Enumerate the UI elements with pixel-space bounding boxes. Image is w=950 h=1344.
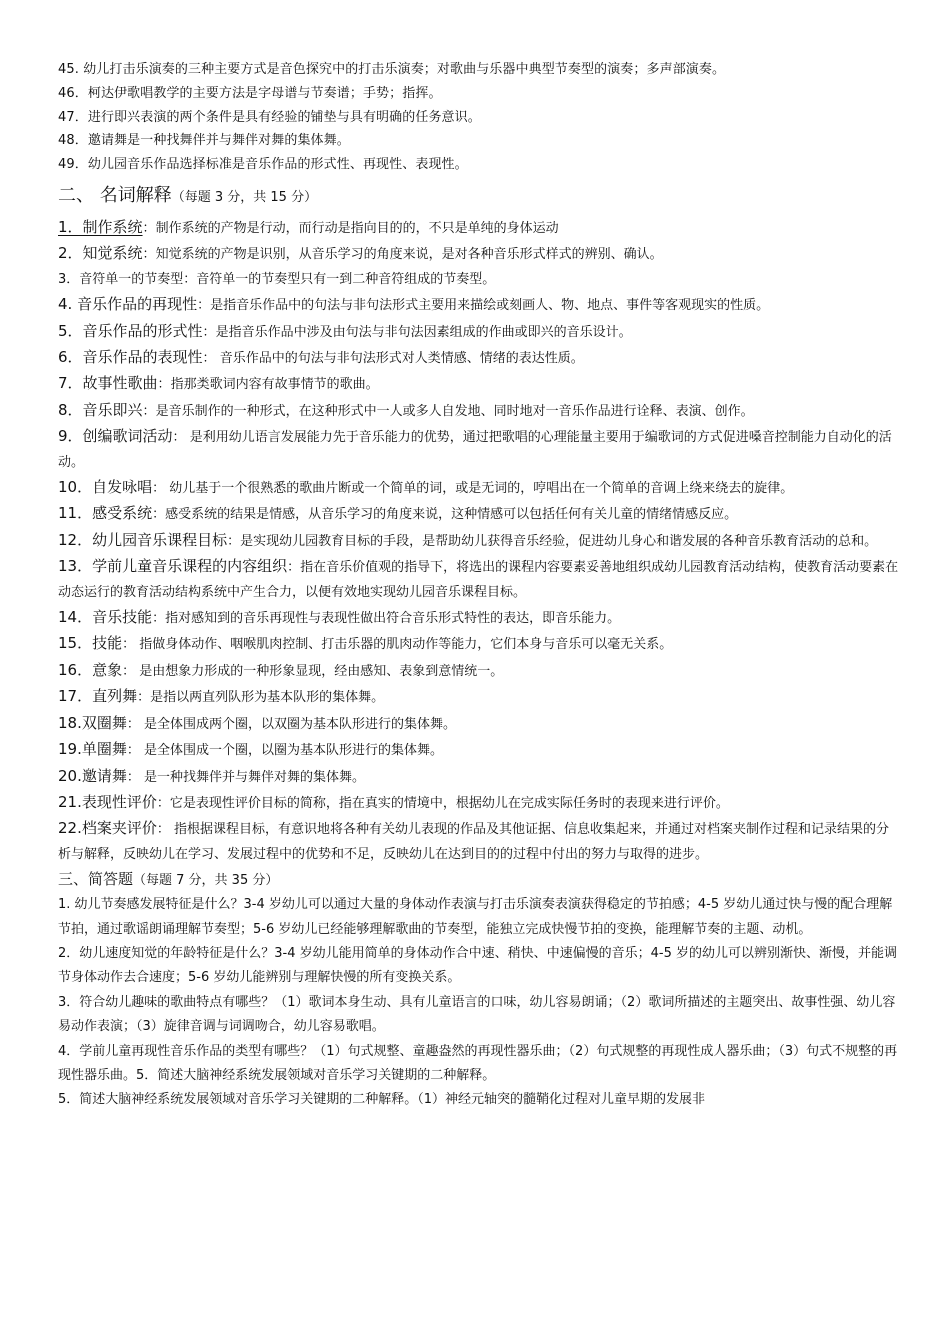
definition-term: 11．感受系统 bbox=[58, 504, 153, 523]
definition-item bbox=[58, 737, 900, 763]
definition-sep: ： bbox=[227, 533, 241, 549]
definition-sep: ： bbox=[142, 220, 156, 236]
definition-item bbox=[58, 398, 900, 424]
definition-item bbox=[58, 711, 900, 737]
definition-item bbox=[58, 528, 900, 554]
definition-term: 14．音乐技能 bbox=[58, 608, 153, 627]
definition-term: 22.档案夹评价 bbox=[58, 819, 157, 838]
definition-item bbox=[58, 215, 900, 241]
definition-sep: ： bbox=[126, 743, 140, 759]
definition-sep: ： bbox=[287, 560, 301, 576]
definition-text: 指那类歌词内容有故事情节的歌曲。 bbox=[170, 377, 379, 393]
definition-item bbox=[58, 424, 900, 475]
definition-text: 是全体围成两个圈，以双圈为基本队形进行的集体舞。 bbox=[139, 716, 457, 732]
definition-term: 7．故事性歌曲 bbox=[58, 374, 158, 393]
definition-text: 是实现幼儿园教育目标的手段，是帮助幼儿获得音乐经验，促进幼儿身心和谐发展的各种音乐教育活动的总和。 bbox=[240, 533, 878, 549]
definition-sep: ： bbox=[202, 324, 216, 340]
list-item: 49．幼儿园音乐作品选择标准是音乐作品的形式性、再现性、表现性。 bbox=[58, 157, 468, 173]
definition-term: 20.邀请舞 bbox=[58, 766, 127, 785]
definition-term: 4. 音乐作品的再现性 bbox=[58, 295, 198, 314]
definition-text: 是由想象力形成的一种形象显现，经由感知、表象到意情统一。 bbox=[135, 663, 504, 679]
definition-sep: ： bbox=[172, 430, 186, 446]
definition-text: 是指音乐作品中的句法与非句法形式主要用来描绘或刻画人、物、地点、事件等客观现实的性质。 bbox=[210, 298, 770, 314]
definition-item bbox=[58, 684, 900, 710]
definition-sep: ： bbox=[126, 769, 140, 785]
definition-sep: ： bbox=[152, 507, 166, 523]
answer-item: 1. 幼儿节奏感发展特征是什么？3-4 岁幼儿可以通过大量的身体动作表演与打击乐演奏表演获得稳定的节拍感；4-5 岁幼儿通过快与慢的配合理解节拍，通过歌谣朗诵理解节奏型；5-6 岁幼儿已经能够理解歌曲的节奏型，能独立完成快慢节拍的变换，能理解节奏的主题、动机。 bbox=[58, 897, 893, 937]
definition-text: 是一种找舞伴并与舞伴对舞的集体舞。 bbox=[139, 769, 366, 785]
definition-term: 6．音乐作品的表现性 bbox=[58, 348, 203, 367]
definition-text: 指在音乐价值观的指导下，将选出的课程内容要素妥善地组织成幼儿园教育活动结构，使教育活动要素在动态运行的教育活动结构系统中产生合力，以便有效地实现幼儿园音乐课程目标。 bbox=[58, 560, 899, 600]
section-title: 二、 名词解释 bbox=[58, 184, 172, 206]
definition-text: 指做身体动作、咽喉肌肉控制、打击乐器的肌肉动作等能力，它们本身与音乐可以毫无关系。 bbox=[135, 637, 673, 653]
definition-text: 制作系统的产物是行动，而行动是指向目的的，不只是单纯的身体运动 bbox=[155, 220, 559, 236]
list-item: 45. 幼儿打击乐演奏的三种主要方式是音色探究中的打击乐演奏；对歌曲与乐器中典型节奏型的演奏；多声部演奏。 bbox=[58, 62, 726, 77]
definition-sep: ： bbox=[122, 663, 136, 679]
definition-term: 16．意象 bbox=[58, 660, 123, 679]
list-item: 48．邀请舞是一种找舞伴并与舞伴对舞的集体舞。 bbox=[58, 133, 350, 149]
definition-item bbox=[58, 501, 900, 527]
definition-item bbox=[58, 605, 900, 631]
definition-term: 9．创编歌词活动 bbox=[58, 427, 173, 446]
definition-sep: ： bbox=[152, 481, 166, 497]
definition-text: 音符单一的节奏型只有一到二种音符组成的节奏型。 bbox=[196, 271, 496, 287]
definition-term: 12．幼儿园音乐课程目标 bbox=[58, 530, 228, 549]
definition-item bbox=[58, 790, 900, 816]
definition-item bbox=[58, 631, 900, 657]
definitions-list bbox=[58, 215, 900, 867]
definition-term: 15．技能 bbox=[58, 634, 123, 653]
definition-item bbox=[58, 268, 900, 292]
definition-item bbox=[58, 241, 900, 267]
definition-sep: ： bbox=[157, 377, 171, 393]
definition-item bbox=[58, 764, 900, 790]
definition-term: 17．直列舞 bbox=[58, 687, 138, 706]
section-heading-short-answers bbox=[58, 867, 900, 893]
list-item: 47．进行即兴表演的两个条件是具有经验的铺垫与具有明确的任务意识。 bbox=[58, 109, 481, 125]
definition-sep: ： bbox=[183, 271, 197, 287]
section-title: 三、简答题 bbox=[58, 870, 134, 889]
section-heading-terms bbox=[58, 181, 900, 213]
definition-sep: ： bbox=[142, 403, 156, 419]
definition-sep: ： bbox=[156, 822, 170, 838]
definition-text: 是全体围成一个圈，以圈为基本队形进行的集体舞。 bbox=[139, 743, 444, 759]
definition-text: 音乐作品中的句法与非句法形式对人类情感、情绪的表达性质。 bbox=[215, 351, 584, 367]
definition-text: 指根据课程目标，有意识地将各种有关幼儿表现的作品及其他证据、信息收集起来，并通过对档案夹制作过程和记录结果的分析与解释，反映幼儿在学习、发展过程中的优势和不足，反映幼儿在达到目的的过程中付出的努力与取得的进步。 bbox=[58, 822, 890, 862]
answer-item: 5．简述大脑神经系统发展领域对音乐学习关键期的二种解释。（1）神经元轴突的髓鞘化过程对儿童早期的发展非 bbox=[58, 1092, 706, 1108]
definition-sep: ： bbox=[156, 795, 170, 811]
definition-item bbox=[58, 554, 900, 605]
definition-term: 13．学前儿童音乐课程的内容组织 bbox=[58, 557, 288, 576]
section-note: （每题 7 分，共 35 分） bbox=[133, 873, 279, 889]
definition-sep: ： bbox=[197, 298, 211, 314]
definition-text: 知觉系统的产物是识别，从音乐学习的角度来说，是对各种音乐形式样式的辨别、确认。 bbox=[155, 247, 663, 263]
definition-sep: ： bbox=[202, 351, 216, 367]
definition-text: 感受系统的结果是情感，从音乐学习的角度来说，这种情感可以包括任何有关儿童的情绪情感反应。 bbox=[165, 507, 738, 523]
definition-text: 是指音乐作品中涉及由句法与非句法因素组成的作曲或即兴的音乐设计。 bbox=[215, 324, 632, 340]
answer-item: 3．符合幼儿趣味的歌曲特点有哪些？（1）歌词本身生动、具有儿童语言的口味，幼儿容易朗诵；（2）歌词所描述的主题突出、故事性强、幼儿容易动作表演；（3）旋律音调与词调吻合，幼儿容易歌唱。 bbox=[58, 994, 896, 1035]
definition-item bbox=[58, 658, 900, 684]
definition-term: 10．自发咏唱 bbox=[58, 478, 153, 497]
definition-item bbox=[58, 345, 900, 371]
answer-item: 2．幼儿速度知觉的年龄特征是什么？3-4 岁幼儿能用简单的身体动作合中速、稍快、中速偏慢的音乐；4-5 岁的幼儿可以辨别渐快、渐慢，并能调节身体动作去合速度；5-6 岁幼儿能辨别与理解快慢的所有变换关系。 bbox=[58, 945, 898, 986]
answers-list bbox=[58, 893, 900, 1113]
definition-text: 幼儿基于一个很熟悉的歌曲片断或一个简单的词，或是无词的，哼唱出在一个简单的音调上绕来绕去的旋律。 bbox=[165, 481, 794, 497]
definition-text: 是指以两直列队形为基本队形的集体舞。 bbox=[150, 690, 385, 706]
definition-item bbox=[58, 292, 900, 318]
definition-item bbox=[58, 371, 900, 397]
definition-term: 1．制作系统 bbox=[58, 217, 143, 236]
definition-sep: ： bbox=[126, 716, 140, 732]
definition-term: 2．知觉系统 bbox=[58, 244, 143, 263]
definition-item bbox=[58, 816, 900, 867]
definition-item bbox=[58, 319, 900, 345]
definition-term: 21.表现性评价 bbox=[58, 792, 157, 811]
definition-text: 是音乐制作的一种形式，在这种形式中一人或多人自发地、同时地对一音乐作品进行诠释、表演、创作。 bbox=[155, 403, 754, 419]
definition-sep: ： bbox=[142, 247, 156, 263]
answer-item: 4．学前儿童再现性音乐作品的类型有哪些？（1）句式规整、童趣盎然的再现性器乐曲；（2）句式规整的再现性成人器乐曲；（3）句式不规整的再现性器乐曲。5．简述大脑神经系统发展领域对音乐学习关键期的二种解释。 bbox=[58, 1043, 898, 1083]
section-note: （每题 3 分，共 15 分） bbox=[171, 189, 318, 205]
definition-sep: ： bbox=[137, 690, 151, 706]
definition-term: 5．音乐作品的形式性 bbox=[58, 321, 203, 340]
list-item: 46．柯达伊歌唱教学的主要方法是字母谱与节奏谱；手势；指挥。 bbox=[58, 85, 442, 101]
top-items bbox=[58, 58, 900, 177]
definition-text: 它是表现性评价目标的简称，指在真实的情境中，根据幼儿在完成实际任务时的表现来进行评价。 bbox=[169, 795, 729, 811]
definition-sep: ： bbox=[152, 611, 166, 627]
definition-term: 19.单圈舞 bbox=[58, 740, 127, 759]
definition-text: 是利用幼儿语言发展能力先于音乐能力的优势，通过把歌唱的心理能量主要用于编歌词的方式促进嗓音控制能力自动化的活动。 bbox=[58, 430, 892, 470]
definition-term: 18.双圈舞 bbox=[58, 713, 127, 732]
definition-term: 8．音乐即兴 bbox=[58, 400, 143, 419]
definition-term: 3．音符单一的节奏型 bbox=[58, 271, 184, 287]
definition-text: 指对感知到的音乐再现性与表现性做出符合音乐形式特性的表达，即音乐能力。 bbox=[165, 611, 621, 627]
definition-item bbox=[58, 475, 900, 501]
definition-sep: ： bbox=[122, 637, 136, 653]
